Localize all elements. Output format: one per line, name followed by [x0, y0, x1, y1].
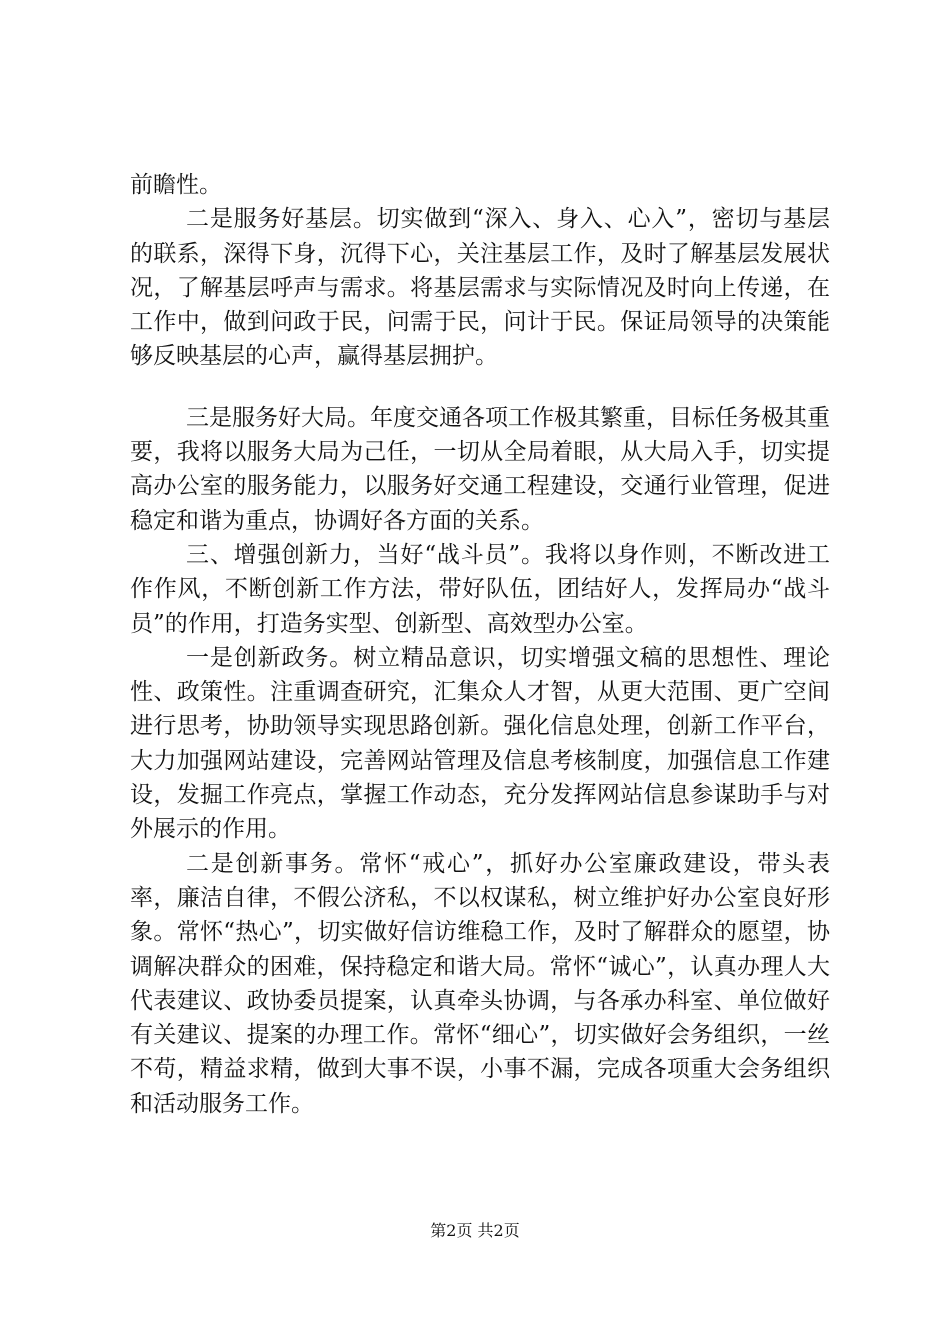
paragraph-innovate-government: 一是创新政务。树立精品意识，切实增强文稿的思想性、理论性、政策性。注重调查研究，汇集众人才智，从更大范围、更广空间进行思考，协助领导实现思路创新。强化信息处理，创新工作平台，大力加强网站建设，完善网站管理及信息考核制度，加强信息工作建设，发掘工作亮点，掌握工作动态，充分发挥网站信息参谋助手与对外展示的作用。: [130, 644, 830, 843]
paragraph-serve-grassroots: 二是服务好基层。切实做到“深入、身入、心入”，密切与基层的联系，深得下身，沉得下心，关注基层工作，及时了解基层发展状况，了解基层呼声与需求。将基层需求与实际情况及时向上传递，在工作中，做到问政于民，问需于民，问计于民。保证局领导的决策能够反映基层的心声，赢得基层拥护。: [130, 206, 830, 370]
paragraph-innovation-heading: 三、增强创新力，当好“战斗员”。我将以身作则，不断改进工作作风，不断创新工作方法，带好队伍，团结好人，发挥局办“战斗员”的作用，打造务实型、创新型、高效型办公室。: [130, 541, 830, 637]
page-number-footer: 第2页 共2页: [430, 1221, 520, 1240]
paragraph-serve-overall: 三是服务好大局。年度交通各项工作极其繁重，目标任务极其重要，我将以服务大局为己任，一切从全局着眼，从大局入手，切实提高办公室的服务能力，以服务好交通工程建设，交通行业管理，促进稳定和谐为重点，协调好各方面的关系。: [130, 404, 830, 534]
document-body: [130, 168, 830, 1121]
paragraph-innovate-affairs: 二是创新事务。常怀“戒心”，抓好办公室廉政建设，带头表率，廉洁自律，不假公济私，不以权谋私，树立维护好办公室良好形象。常怀“热心”，切实做好信访维稳工作，及时了解群众的愿望，协调解决群众的困难，保持稳定和谐大局。常怀“诚心”，认真办理人大代表建议、政协委员提案，认真牵头协调，与各承办科室、单位做好有关建议、提案的办理工作。常怀“细心”，切实做好会务组织，一丝不苟，精益求精，做到大事不误，小事不漏，完成各项重大会务组织和活动服务工作。: [130, 850, 830, 1117]
paragraph-continuation: 前瞻性。: [130, 172, 222, 198]
paragraph-gap: [130, 374, 830, 401]
